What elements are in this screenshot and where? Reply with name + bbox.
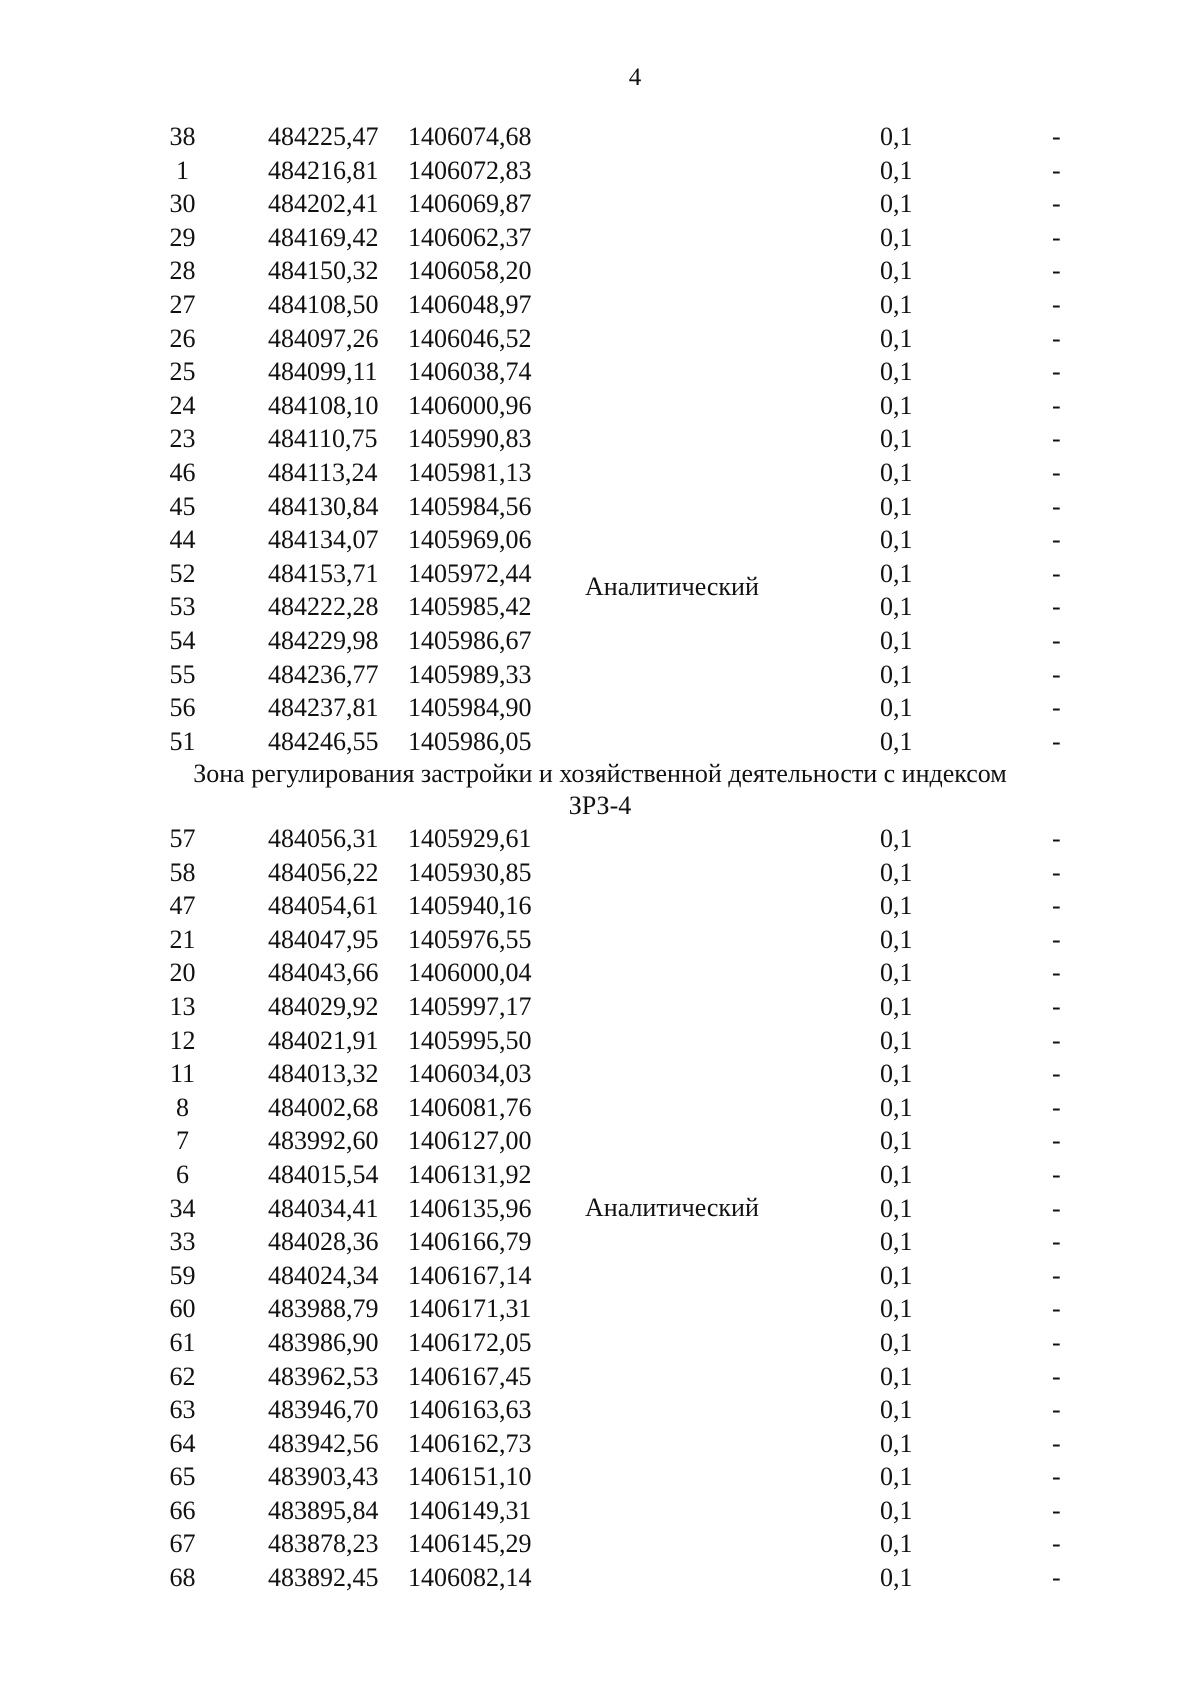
coordinate-y: 1405997,17: [408, 991, 532, 1021]
coordinate-y: 1406167,45: [408, 1361, 532, 1391]
dash-value: -: [1052, 1361, 1061, 1391]
accuracy-value: 0,1: [880, 1462, 913, 1492]
coordinate-x: 484097,26: [268, 323, 379, 353]
dash-value: -: [1052, 693, 1061, 723]
point-number: 7: [176, 1126, 189, 1156]
accuracy-value: 0,1: [880, 1025, 913, 1055]
coordinate-x: 484108,10: [268, 390, 379, 420]
accuracy-value: 0,1: [880, 1495, 913, 1525]
coordinate-y: 1406048,97: [408, 289, 532, 319]
table-row: [0, 456, 1200, 490]
coordinate-x: 484169,42: [268, 222, 379, 252]
dash-value: -: [1052, 924, 1061, 954]
coordinate-x: 484024,34: [268, 1260, 379, 1290]
dash-value: -: [1052, 1563, 1061, 1593]
accuracy-value: 0,1: [880, 155, 913, 185]
coordinate-x: 484216,81: [268, 155, 379, 185]
dash-value: -: [1052, 857, 1061, 887]
coordinate-y: 1405976,55: [408, 924, 532, 954]
accuracy-value: 0,1: [880, 189, 913, 219]
accuracy-value: 0,1: [880, 1193, 913, 1223]
accuracy-value: 0,1: [880, 991, 913, 1021]
coordinate-y: 1405972,44: [408, 558, 532, 588]
accuracy-value: 0,1: [880, 1294, 913, 1324]
point-number: 52: [169, 558, 196, 588]
coordinate-x: 484047,95: [268, 924, 379, 954]
accuracy-value: 0,1: [880, 525, 913, 555]
coordinate-y: 1406171,31: [408, 1294, 532, 1324]
coordinate-x: 483946,70: [268, 1395, 379, 1425]
coordinate-y: 1406000,96: [408, 390, 532, 420]
accuracy-value: 0,1: [880, 1428, 913, 1458]
coordinate-x: 484056,31: [268, 824, 379, 853]
table-row: [0, 1091, 1200, 1125]
accuracy-value: 0,1: [880, 424, 913, 454]
table-row: [0, 490, 1200, 524]
dash-value: -: [1052, 891, 1061, 921]
accuracy-value: 0,1: [880, 1059, 913, 1089]
accuracy-value: 0,1: [880, 958, 913, 988]
coordinate-y: 1406149,31: [408, 1495, 532, 1525]
point-number: 34: [169, 1193, 196, 1223]
table-row: [0, 221, 1200, 255]
table-row: [0, 1292, 1200, 1326]
dash-value: -: [1052, 155, 1061, 185]
dash-value: -: [1052, 1462, 1061, 1492]
coordinate-x: 484236,77: [268, 659, 379, 689]
point-number: 61: [169, 1327, 196, 1357]
table-row: [0, 1561, 1200, 1595]
accuracy-value: 0,1: [880, 457, 913, 487]
table-row: [0, 1427, 1200, 1461]
dash-value: -: [1052, 1025, 1061, 1055]
coordinate-y: 1405940,16: [408, 891, 532, 921]
coordinate-y: 1406046,52: [408, 323, 532, 353]
point-number: 13: [169, 991, 196, 1021]
coordinate-y: 1405986,67: [408, 625, 532, 655]
table-row: [0, 822, 1200, 856]
coordinate-y: 1406127,00: [408, 1126, 532, 1156]
point-number: 20: [169, 958, 196, 988]
table-row: [0, 691, 1200, 725]
point-number: 56: [169, 693, 196, 723]
table-row: [0, 389, 1200, 423]
table-row: [0, 120, 1200, 154]
coordinate-y: 1406172,05: [408, 1327, 532, 1357]
coordinate-x: 484108,50: [268, 289, 379, 319]
coordinate-x: 484202,41: [268, 189, 379, 219]
table-row: [0, 1360, 1200, 1394]
table-row: [0, 187, 1200, 221]
table-row: [0, 1326, 1200, 1360]
coordinate-y: 1406081,76: [408, 1092, 532, 1122]
coordinate-x: 484099,11: [268, 357, 378, 387]
coordinate-y: 1406000,04: [408, 958, 532, 988]
accuracy-value: 0,1: [880, 1227, 913, 1257]
coordinate-x: 484056,22: [268, 857, 379, 887]
coordinate-y: 1406034,03: [408, 1059, 532, 1089]
coordinate-y: 1406162,73: [408, 1428, 532, 1458]
dash-value: -: [1052, 189, 1061, 219]
accuracy-value: 0,1: [880, 857, 913, 887]
accuracy-value: 0,1: [880, 491, 913, 521]
accuracy-value: 0,1: [880, 1563, 913, 1593]
table-row: [0, 1494, 1200, 1528]
coordinate-x: 484153,71: [268, 558, 379, 588]
coordinate-x: 484222,28: [268, 592, 379, 622]
table-row: [0, 355, 1200, 389]
dash-value: -: [1052, 457, 1061, 487]
accuracy-value: 0,1: [880, 625, 913, 655]
accuracy-value: 0,1: [880, 122, 913, 151]
point-number: 21: [169, 924, 196, 954]
table-row: [0, 1124, 1200, 1158]
dash-value: -: [1052, 1159, 1061, 1189]
coordinate-x: 484043,66: [268, 958, 379, 988]
coordinate-x: 484013,32: [268, 1059, 379, 1089]
dash-value: -: [1052, 1260, 1061, 1290]
coordinate-y: 1405981,13: [408, 457, 532, 487]
coordinate-x: 484054,61: [268, 891, 379, 921]
table-row: [0, 725, 1200, 759]
coordinate-x: 483986,90: [268, 1327, 379, 1357]
coordinate-x: 484113,24: [268, 457, 378, 487]
dash-value: -: [1052, 991, 1061, 1021]
coordinate-x: 483942,56: [268, 1428, 379, 1458]
coordinate-y: 1405984,56: [408, 491, 532, 521]
coordinate-y: 1406167,14: [408, 1260, 532, 1290]
coordinate-y: 1405929,61: [408, 824, 532, 853]
coordinate-x: 484130,84: [268, 491, 379, 521]
coordinate-x: 483895,84: [268, 1495, 379, 1525]
coordinate-y: 1405990,83: [408, 424, 532, 454]
dash-value: -: [1052, 1294, 1061, 1324]
point-number: 44: [169, 525, 196, 555]
point-number: 62: [169, 1361, 196, 1391]
dash-value: -: [1052, 323, 1061, 353]
table-row: [0, 923, 1200, 957]
coordinate-x: 484134,07: [268, 525, 379, 555]
point-number: 54: [169, 625, 196, 655]
page-number: 4: [628, 64, 642, 91]
coordinate-y: 1406062,37: [408, 222, 532, 252]
table-row: [0, 154, 1200, 188]
accuracy-value: 0,1: [880, 1361, 913, 1391]
accuracy-value: 0,1: [880, 323, 913, 353]
coordinate-y: 1406058,20: [408, 256, 532, 286]
point-number: 63: [169, 1395, 196, 1425]
table-row: [0, 288, 1200, 322]
coordinate-x: 484225,47: [268, 122, 379, 151]
point-number: 27: [169, 289, 196, 319]
point-number: 46: [169, 457, 196, 487]
coordinate-y: 1406069,87: [408, 189, 532, 219]
point-number: 1: [176, 155, 189, 185]
table-row: [0, 1158, 1200, 1192]
coordinate-x: 483903,43: [268, 1462, 379, 1492]
table-row: [0, 624, 1200, 658]
point-number: 67: [169, 1529, 196, 1559]
dash-value: -: [1052, 289, 1061, 319]
dash-value: -: [1052, 491, 1061, 521]
point-number: 53: [169, 592, 196, 622]
coordinate-x: 484110,75: [268, 424, 378, 454]
dash-value: -: [1052, 1227, 1061, 1257]
point-number: 33: [169, 1227, 196, 1257]
dash-value: -: [1052, 958, 1061, 988]
accuracy-value: 0,1: [880, 357, 913, 387]
coordinate-x: 484015,54: [268, 1159, 379, 1189]
point-number: 28: [169, 256, 196, 286]
accuracy-value: 0,1: [880, 693, 913, 723]
point-number: 24: [169, 390, 196, 420]
dash-value: -: [1052, 122, 1061, 151]
table-row: [0, 523, 1200, 557]
accuracy-value: 0,1: [880, 1327, 913, 1357]
coordinate-x: 484246,55: [268, 726, 379, 756]
coordinate-y: 1406135,96: [408, 1193, 532, 1223]
table-row: [0, 889, 1200, 923]
table-row: [0, 1024, 1200, 1058]
point-number: 8: [176, 1092, 189, 1122]
coordinate-y: 1405984,90: [408, 693, 532, 723]
dash-value: -: [1052, 1092, 1061, 1122]
zone-heading-line-1: Зона регулирования застройки и хозяйственной деятельности с индексом: [193, 759, 1007, 788]
point-number: 12: [169, 1025, 196, 1055]
table-row: [0, 1460, 1200, 1494]
accuracy-value: 0,1: [880, 1159, 913, 1189]
coordinate-x: 483892,45: [268, 1563, 379, 1593]
coordinate-y: 1406082,14: [408, 1563, 532, 1593]
dash-value: -: [1052, 1495, 1061, 1525]
coordinate-y: 1406074,68: [408, 122, 532, 151]
coordinate-x: 484002,68: [268, 1092, 379, 1122]
point-number: 23: [169, 424, 196, 454]
coordinate-y: 1406151,10: [408, 1462, 532, 1492]
coordinate-x: 483878,23: [268, 1529, 379, 1559]
point-number: 57: [169, 824, 196, 853]
coordinate-x: 484028,36: [268, 1227, 379, 1257]
method-label: Аналитический: [585, 572, 759, 601]
accuracy-value: 0,1: [880, 1260, 913, 1290]
accuracy-value: 0,1: [880, 726, 913, 756]
accuracy-value: 0,1: [880, 1395, 913, 1425]
table-row: [0, 956, 1200, 990]
accuracy-value: 0,1: [880, 824, 913, 853]
dash-value: -: [1052, 424, 1061, 454]
point-number: 59: [169, 1260, 196, 1290]
coordinate-x: 484029,92: [268, 991, 379, 1021]
table-row: [0, 322, 1200, 356]
dash-value: -: [1052, 1327, 1061, 1357]
point-number: 38: [169, 122, 196, 151]
coordinate-y: 1405969,06: [408, 525, 532, 555]
accuracy-value: 0,1: [880, 924, 913, 954]
coordinate-x: 483962,53: [268, 1361, 379, 1391]
dash-value: -: [1052, 357, 1061, 387]
point-number: 68: [169, 1563, 196, 1593]
coordinate-x: 484021,91: [268, 1025, 379, 1055]
accuracy-value: 0,1: [880, 256, 913, 286]
coordinate-x: 483992,60: [268, 1126, 379, 1156]
table-row: [0, 658, 1200, 692]
dash-value: -: [1052, 1395, 1061, 1425]
point-number: 11: [169, 1059, 196, 1089]
dash-value: -: [1052, 1126, 1061, 1156]
point-number: 26: [169, 323, 196, 353]
coordinate-y: 1405995,50: [408, 1025, 532, 1055]
dash-value: -: [1052, 558, 1061, 588]
dash-value: -: [1052, 256, 1061, 286]
method-label: Аналитический: [585, 1193, 759, 1222]
table-row: [0, 1393, 1200, 1427]
coordinate-y: 1405930,85: [408, 857, 532, 887]
coordinate-x: 484237,81: [268, 693, 379, 723]
accuracy-value: 0,1: [880, 1126, 913, 1156]
point-number: 65: [169, 1462, 196, 1492]
coordinate-y: 1406131,92: [408, 1159, 532, 1189]
table-row: [0, 1057, 1200, 1091]
accuracy-value: 0,1: [880, 289, 913, 319]
dash-value: -: [1052, 525, 1061, 555]
point-number: 45: [169, 491, 196, 521]
table-row: [0, 1225, 1200, 1259]
dash-value: -: [1052, 726, 1061, 756]
coordinate-y: 1406038,74: [408, 357, 532, 387]
accuracy-value: 0,1: [880, 891, 913, 921]
accuracy-value: 0,1: [880, 1529, 913, 1559]
coordinate-y: 1406163,63: [408, 1395, 532, 1425]
point-number: 58: [169, 857, 196, 887]
point-number: 47: [169, 891, 196, 921]
zone-heading: [0, 758, 1200, 822]
coordinate-y: 1406072,83: [408, 155, 532, 185]
table-row: [0, 254, 1200, 288]
accuracy-value: 0,1: [880, 390, 913, 420]
accuracy-value: 0,1: [880, 222, 913, 252]
point-number: 55: [169, 659, 196, 689]
table-row: [0, 422, 1200, 456]
point-number: 30: [169, 189, 196, 219]
dash-value: -: [1052, 1059, 1061, 1089]
dash-value: -: [1052, 1193, 1061, 1223]
table-row: [0, 1259, 1200, 1293]
coordinate-y: 1406166,79: [408, 1227, 532, 1257]
coordinate-y: 1406145,29: [408, 1529, 532, 1559]
coordinate-x: 484150,32: [268, 256, 379, 286]
point-number: 51: [169, 726, 196, 756]
dash-value: -: [1052, 1529, 1061, 1559]
dash-value: -: [1052, 659, 1061, 689]
dash-value: -: [1052, 824, 1061, 853]
point-number: 66: [169, 1495, 196, 1525]
table-row: [0, 1527, 1200, 1561]
table-row: [0, 856, 1200, 890]
point-number: 29: [169, 222, 196, 252]
dash-value: -: [1052, 625, 1061, 655]
coordinate-x: 484229,98: [268, 625, 379, 655]
dash-value: -: [1052, 1428, 1061, 1458]
accuracy-value: 0,1: [880, 592, 913, 622]
coordinate-x: 483988,79: [268, 1294, 379, 1324]
point-number: 25: [169, 357, 196, 387]
zone-heading-line-2: ЗРЗ-4: [568, 791, 632, 820]
dash-value: -: [1052, 390, 1061, 420]
accuracy-value: 0,1: [880, 1092, 913, 1122]
dash-value: -: [1052, 222, 1061, 252]
accuracy-value: 0,1: [880, 659, 913, 689]
coordinates-block-1: [0, 120, 1200, 758]
point-number: 60: [169, 1294, 196, 1324]
coordinate-x: 484034,41: [268, 1193, 379, 1223]
point-number: 64: [169, 1428, 196, 1458]
coordinate-y: 1405989,33: [408, 659, 532, 689]
coordinate-y: 1405985,42: [408, 592, 532, 622]
coordinate-y: 1405986,05: [408, 726, 532, 756]
point-number: 6: [176, 1159, 189, 1189]
table-row: [0, 990, 1200, 1024]
accuracy-value: 0,1: [880, 558, 913, 588]
dash-value: -: [1052, 592, 1061, 622]
